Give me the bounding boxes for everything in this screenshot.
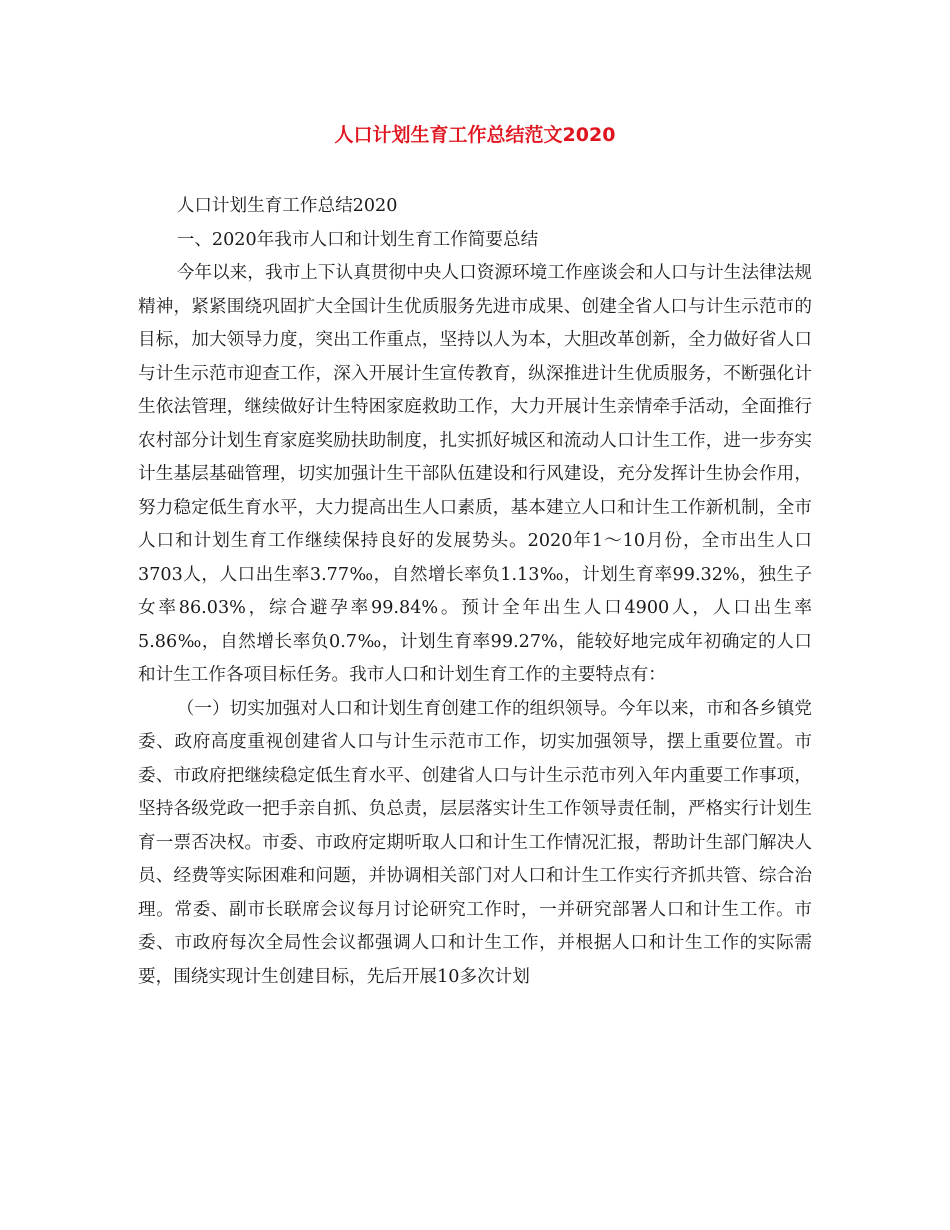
- document-title: 人口计划生育工作总结范文2020: [334, 124, 616, 146]
- paragraph-section-heading: 一、2020年我市人口和计划生育工作简要总结: [176, 229, 539, 250]
- paragraph-organization: （一）切实加强对人口和计划生育创建工作的组织领导。今年以来，市和各乡镇党委、政府高度重视创建省人口与计生示范市工作，切实加强领导，摆上重要位置。市委、市政府把继续稳定低生育水平、创建省人口与计生示范市列入年内重要工作事项，坚持各级党政一把手亲自抓、负总责，层层落实计生工作领导责任制，严格实行计划生育一票否决权。市委、市政府定期听取人口和计生工作情况汇报，帮助计生部门解决人员、经费等实际困难和问题，并协调相关部门对人口和计生工作实行齐抓共管、综合治理。常委、副市长联席会议每月讨论研究工作时，一并研究部署人口和计生工作。市委、市政府每次全局性会议都强调人口和计生工作，并根据人口和计生工作的实际需要，围绕实现计生创建目标，先后开展10多次计划: [138, 698, 812, 987]
- document-body: [138, 190, 812, 994]
- paragraph-subtitle: 人口计划生育工作总结2020: [176, 196, 398, 216]
- paragraph-overview: 今年以来，我市上下认真贯彻中央人口资源环境工作座谈会和人口与计生法律法规精神，紧紧围绕巩固扩大全国计生优质服务先进市成果、创建全省人口与计生示范市的目标，加大领导力度，突出工作重点，坚持以人为本，大胆改革创新，全力做好省人口与计生示范市迎查工作，深入开展计生宣传教育，纵深推进计生优质服务，不断强化计生依法管理，继续做好计生特困家庭救助工作，大力开展计生亲情牵手活动，全面推行农村部分计划生育家庭奖励扶助制度，扎实抓好城区和流动人口计生工作，进一步夯实计生基层基础管理，切实加强计生干部队伍建设和行风建设，充分发挥计生协会作用，努力稳定低生育水平，大力提高出生人口素质，基本建立人口和计生工作新机制，全市人口和计划生育工作继续保持良好的发展势头。2020年1～10月份，全市出生人口3703人，人口出生率3.77‰，自然增长率负1.13‰，计划生育率99.32%，独生子女率86.03%，综合避孕率99.84%。预计全年出生人口4900人，人口出生率5.86‰，自然增长率负0.7‰，计划生育率99.27%，能较好地完成年初确定的人口和计生工作各项目标任务。我市人口和计划生育工作的主要特点有：: [138, 263, 812, 685]
